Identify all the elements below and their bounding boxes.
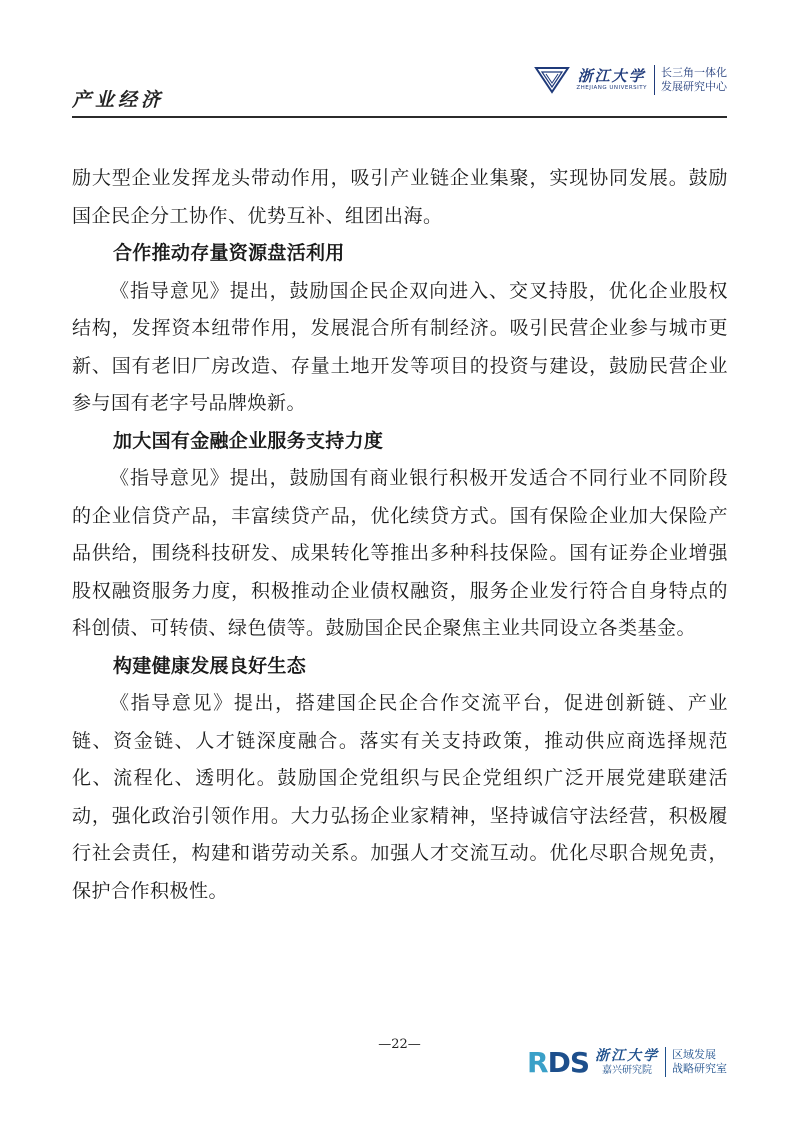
footer-logo-divider [665,1047,666,1077]
footer-institute-name: 嘉兴研究院 [602,1064,652,1076]
paragraph-continued: 励大型企业发挥龙头带动作用，吸引产业链企业集聚，实现协同发展。鼓励国企民企分工协作、优势互补、组团出海。 [72,167,728,227]
rds-logo [527,1046,589,1079]
logo-divider [654,65,655,95]
page-header [72,55,727,117]
footer-zju-wordmark [595,1048,659,1077]
section-title: 产业经济 [72,89,165,111]
zju-name-cn: 浙江大学 [577,67,646,85]
center-name-line1: 长三角一体化 [661,66,727,79]
center-name-line2: 发展研究中心 [661,80,727,93]
footer-office-name [672,1048,727,1076]
zju-yrd-logo [534,60,727,100]
footer-office-line1: 区域发展 [672,1048,716,1061]
main-content [72,160,728,910]
rds-suffix: DS [547,1045,589,1079]
footer-office-line2: 战略研究室 [672,1062,727,1075]
rds-prefix: R [527,1045,548,1079]
center-name [661,66,727,94]
zju-wordmark [576,68,647,92]
paragraph-2: 《指导意见》提出，鼓励国有商业银行积极开发适合不同行业不同阶段的企业信贷产品，丰富续贷产品，优化续贷方式。国有保险企业加大保险产品供给，围绕科技研发、成果转化等推出多种科技保险。国有证券企业增强股权融资服务力度，积极推动企业债权融资，服务企业发行符合自身特点的科创债、可转债、绿色债等。鼓励国企民企聚焦主业共同设立各类基金。 [72,467,728,639]
footer-logo [527,1043,727,1081]
section-heading-1: 合作推动存量资源盘活利用 [113,242,345,264]
section-heading-3: 构建健康发展良好生态 [113,654,307,677]
footer-zju-name: 浙江大学 [595,1047,659,1064]
section-heading-2: 加大国有金融企业服务支持力度 [113,429,384,452]
header-rule [72,116,727,118]
paragraph-1: 《指导意见》提出，鼓励国企民企双向进入、交叉持股，优化企业股权结构，发挥资本纽带作用，发展混合所有制经济。吸引民营企业参与城市更新、国有老旧厂房改造、存量土地开发等项目的投资与建设，鼓励民营企业参与国有老字号品牌焕新。 [72,279,728,414]
paragraph-3: 《指导意见》提出，搭建国企民企合作交流平台，促进创新链、产业链、资金链、人才链深度融合。落实有关支持政策，推动供应商选择规范化、流程化、透明化。鼓励国企党组织与民企党组织广泛开展党建联建活动，强化政治引领作用。大力弘扬企业家精神，坚持诚信守法经营，积极履行社会责任，构建和谐劳动关系。加强人才交流互动。优化尽职合规免责，保护合作积极性。 [72,692,728,902]
zju-name-en: ZHEJIANG UNIVERSITY [576,85,647,91]
zju-emblem-icon [534,65,570,95]
page-number: —22— [378,1037,421,1052]
